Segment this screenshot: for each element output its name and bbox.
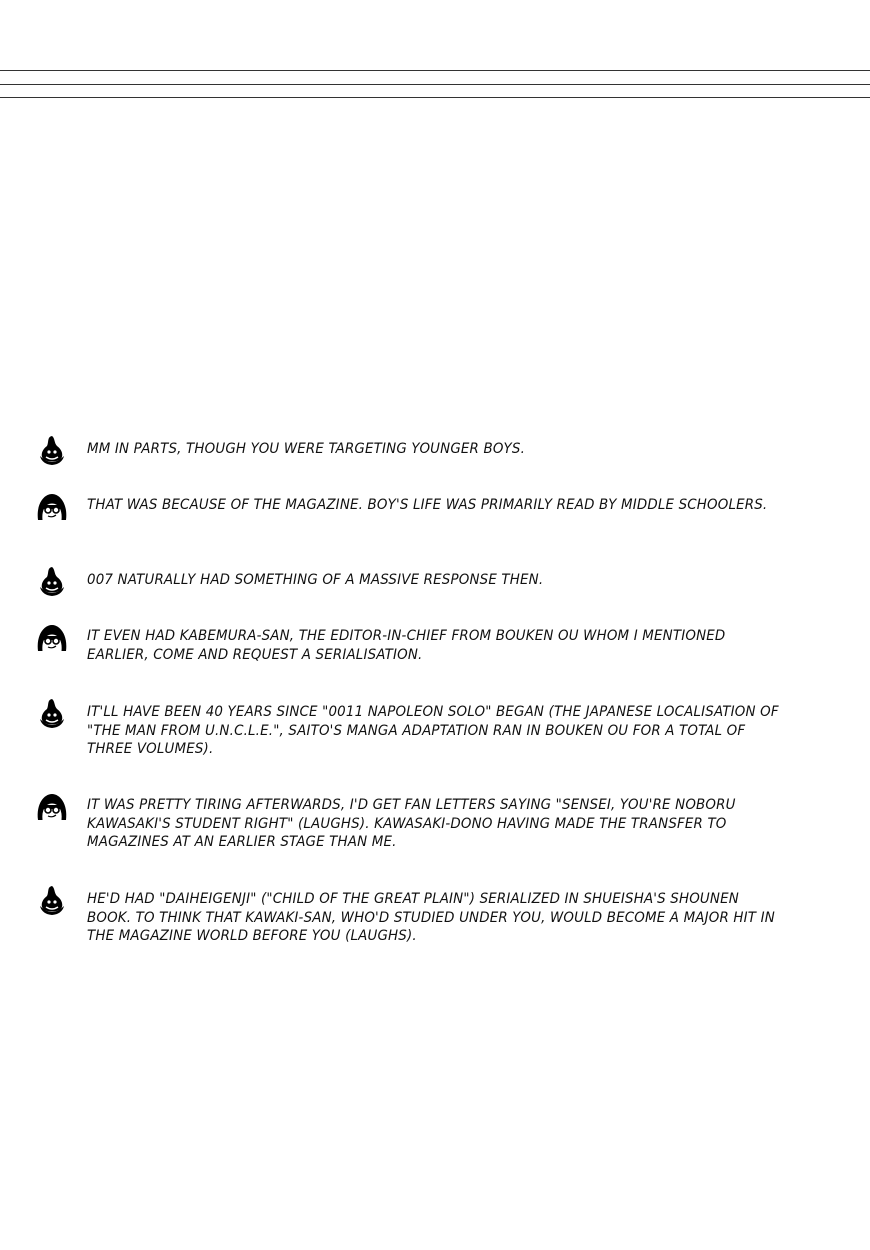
interview-text: MM IN PARTS, THOUGH YOU WERE TARGETING YOUNGER BOYS.: [87, 441, 526, 457]
witch-hat-character-icon: [35, 884, 69, 918]
interview-entry: [35, 440, 835, 468]
witch-hat-character-icon: [35, 565, 69, 599]
interview-entry: [35, 571, 835, 599]
interview-entry: [35, 703, 835, 759]
header-rule-middle: [0, 84, 870, 85]
interview-text: IT EVEN HAD KABEMURA-SAN, THE EDITOR-IN-CHIEF FROM BOUKEN OU WHOM I MENTIONED EARLIER, COME AND REQUEST A SERIALISATION.: [87, 628, 726, 663]
glasses-face-icon: [35, 790, 69, 824]
interview-text: 007 NATURALLY HAD SOMETHING OF A MASSIVE RESPONSE THEN.: [87, 572, 544, 588]
witch-hat-character-icon: [35, 434, 69, 468]
interview-text: HE'D HAD "DAIHEIGENJI" ("CHILD OF THE GREAT PLAIN") SERIALIZED IN SHUEISHA'S SHOUNEN BOOK. TO THINK THAT KAWAKI-SAN, WHO'D STUDIED UNDER YOU, WOULD BECOME A MAJOR HIT IN THE MAGAZINE WORLD BEFORE YOU (LAUGHS).: [87, 891, 775, 945]
header-rule-top: [0, 70, 870, 71]
witch-hat-character-icon: [35, 697, 69, 731]
interview-text: IT WAS PRETTY TIRING AFTERWARDS, I'D GET FAN LETTERS SAYING "SENSEI, YOU'RE NOBORU KAWASAKI'S STUDENT RIGHT" (LAUGHS). KAWASAKI-DONO HAVING MADE THE TRANSFER TO MAGAZINES AT AN EARLIER STAGE THAN ME.: [87, 797, 736, 851]
glasses-face-icon: [35, 621, 69, 655]
interview-entry: [35, 627, 835, 664]
interview-text: THAT WAS BECAUSE OF THE MAGAZINE. BOY'S LIFE WAS PRIMARILY READ BY MIDDLE SCHOOLERS.: [87, 497, 768, 513]
glasses-face-icon: [35, 490, 69, 524]
header-rule-bottom: [0, 97, 870, 98]
interview-entry: [35, 796, 835, 852]
interview-text: IT'LL HAVE BEEN 40 YEARS SINCE "0011 NAPOLEON SOLO" BEGAN (THE JAPANESE LOCALISATION OF "THE MAN FROM U.N.C.L.E.", SAITO'S MANGA ADAPTATION RAN IN BOUKEN OU FOR A TOTAL OF THREE VOLUMES).: [87, 704, 779, 758]
interview-entry: [35, 496, 835, 524]
interview-entry: [35, 890, 835, 946]
